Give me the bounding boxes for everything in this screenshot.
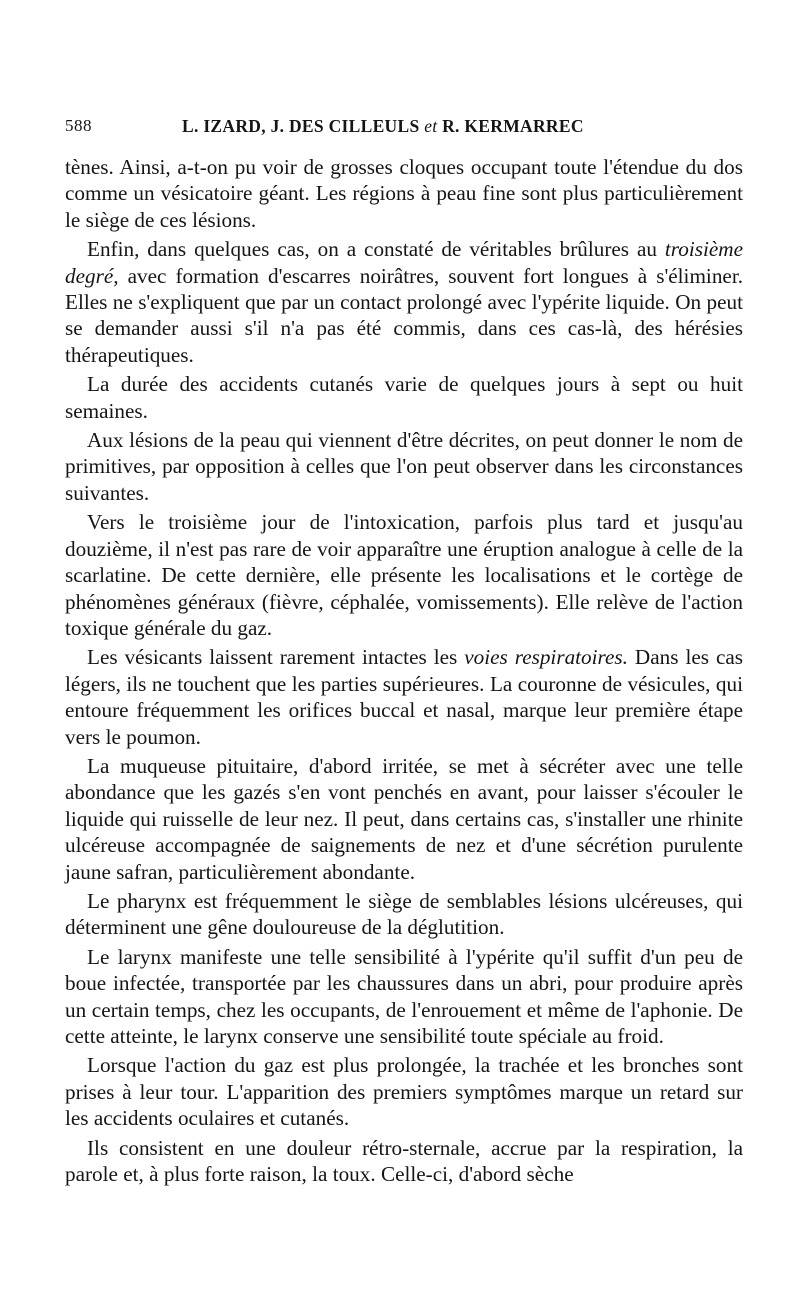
- italic-term: voies respiratoires.: [464, 645, 628, 670]
- authors-part-2: R. KERMARREC: [442, 116, 584, 136]
- authors-part-1: L. IZARD, J. DES CILLEULS: [182, 116, 420, 136]
- paragraph-9: Le larynx manifeste une telle sensibilité à l'ypérite qu'il suffit d'un peu de boue infectée, transportée par les chaussures dans un abri, pour produire après un certain temps, chez les occupants, de l'enrouement et même de l'aphonie. De cette atteinte, le larynx conserve une sensibilité toute spéciale au froid.: [65, 944, 743, 1048]
- body-text: [65, 154, 743, 1187]
- paragraph-text: tènes. Ainsi, a-t-on pu voir de grosses cloques occupant toute l'étendue du dos comme un vésicatoire géant. Les régions à peau fine sont plus particulièrement le siège de ces lésions.: [65, 155, 743, 232]
- paragraph-11: Ils consistent en une douleur rétro-sternale, accrue par la respiration, la parole et, à plus forte raison, la toux. Celle-ci, d'abord sèche: [65, 1135, 743, 1187]
- paragraph-8: Le pharynx est fréquemment le siège de semblables lésions ulcéreuses, qui déterminent une gêne douloureuse de la déglutition.: [65, 888, 743, 940]
- paragraph-6: [65, 644, 743, 750]
- paragraph-1: [65, 154, 743, 233]
- paragraph-text: Dans les cas légers, ils ne touchent que les parties supérieures. La couronne de vésicules, qui entoure fréquemment les orifices buccal et nasal, marque leur première étape vers le poumon.: [65, 645, 744, 749]
- paragraph-text: Enfin, dans quelques cas, on a constaté de véritables brûlures au: [87, 237, 665, 262]
- paragraph-10: Lorsque l'action du gaz est plus prolongée, la trachée et les bronches sont prises à leur tour. L'apparition des premiers symptômes marque un retard sur les accidents oculaires et cutanés.: [65, 1053, 743, 1131]
- paragraph-7: La muqueuse pituitaire, d'abord irritée, se met à sécréter avec une telle abondance que les gazés s'en vont penchés en avant, pour laisser s'écouler le liquide qui ruisselle de leur nez. Il peut, dans certains cas, s'installer une rhinite ulcéreuse accompagnée de saignements de nez et d'une sécrétion purulente jaune safran, particulièrement abondante.: [65, 753, 743, 884]
- page-header: [65, 112, 743, 146]
- paragraph-text: Les vésicants laissent rarement intactes les: [87, 645, 465, 670]
- authors-conjunction: et: [424, 116, 438, 136]
- paragraph-text: avec formation d'escarres noirâtres, souvent fort longues à s'éliminer. Elles ne s'expliquent que par un contact prolongé avec l'ypérite liquide. On peut se demander aussi s'il n'a pas été commis, dans ces cas-là, des hérésies thérapeutiques.: [65, 263, 743, 367]
- paragraph-3: La durée des accidents cutanés varie de quelques jours à sept ou huit semaines.: [65, 372, 743, 423]
- running-head-authors: [182, 116, 584, 137]
- paragraph-5: Vers le troisième jour de l'intoxication, parfois plus tard et jusqu'au douzième, il n'est pas rare de voir apparaître une éruption analogue à celle de la scarlatine. De cette dernière, elle présente les localisations et le cortège de phénomènes généraux (fièvre, céphalée, vomissements). Elle relève de l'action toxique générale du gaz.: [65, 510, 743, 640]
- italic-term: troisième degré,: [65, 237, 743, 288]
- document-page: [65, 112, 743, 1187]
- page-number: 588: [65, 116, 92, 135]
- paragraph-4: Aux lésions de la peau qui viennent d'être décrites, on peut donner le nom de primitives, par opposition à celles que l'on peut observer dans les circonstances suivantes.: [65, 428, 743, 505]
- paragraph-2: [65, 236, 743, 368]
